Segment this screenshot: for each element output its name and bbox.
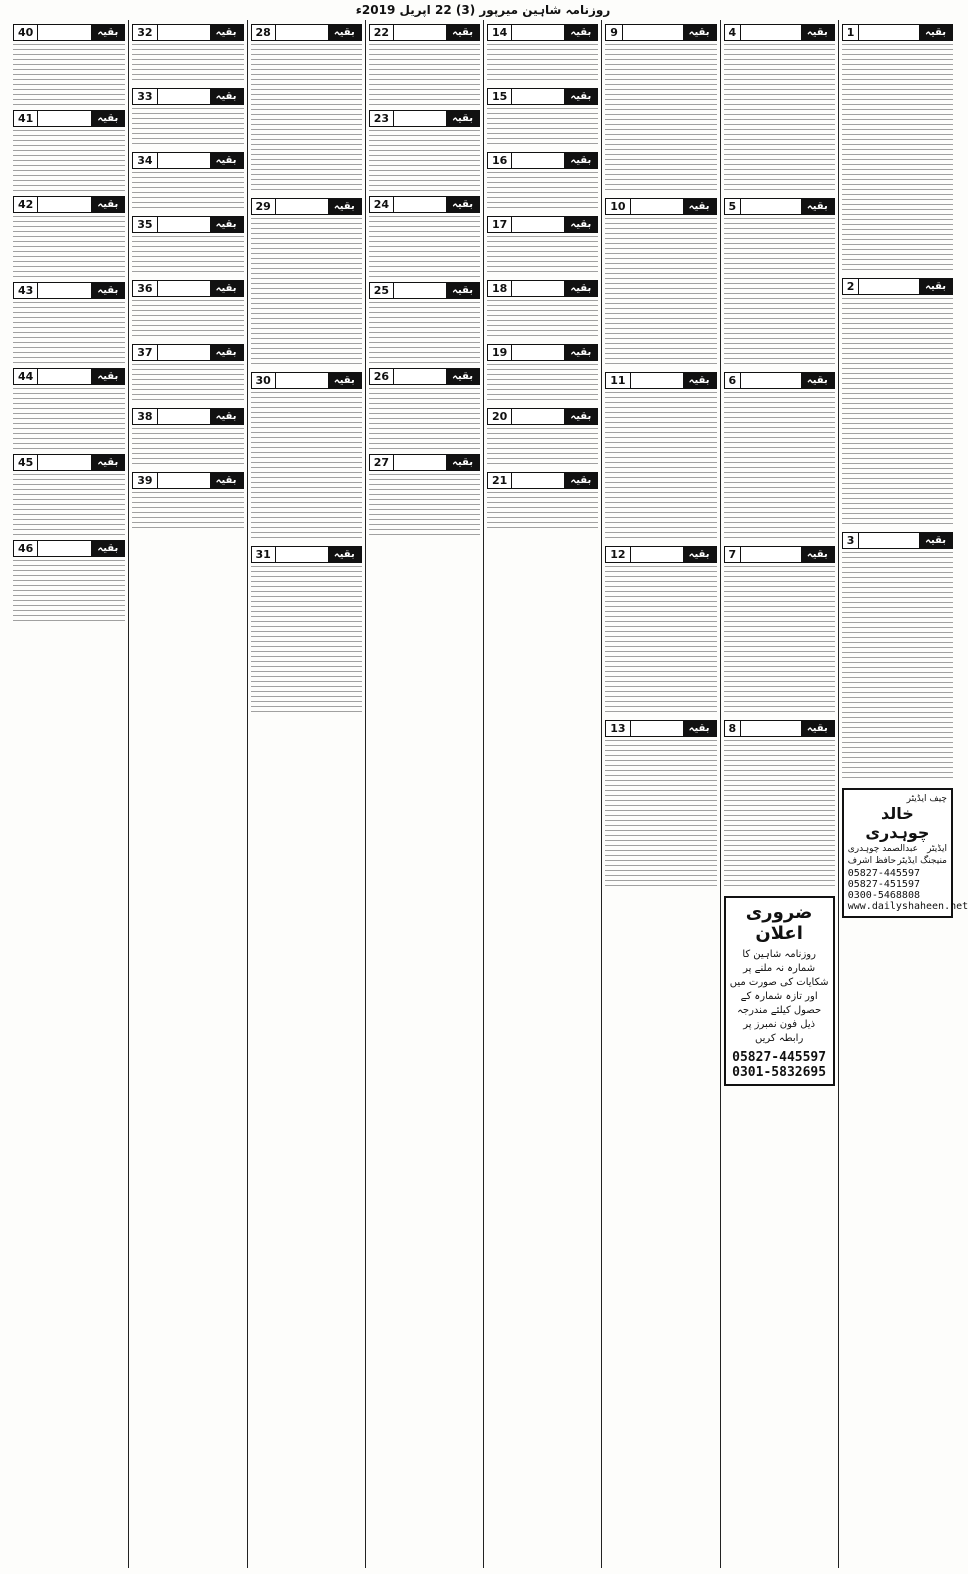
story-kicker [132, 216, 243, 233]
story [251, 372, 362, 542]
kicker-label: بقیہ [446, 455, 479, 470]
story [251, 546, 362, 716]
story [842, 532, 953, 782]
kicker-label: بقیہ [683, 373, 716, 388]
story [487, 280, 598, 340]
story-number: 27 [370, 455, 394, 470]
story-body-text [369, 474, 480, 536]
story-kicker [13, 540, 125, 557]
story-body-text [369, 130, 480, 192]
story-kicker [605, 372, 716, 389]
story-kicker [487, 344, 598, 361]
kicker-label: بقیہ [91, 455, 124, 470]
story-number: 43 [14, 283, 38, 298]
story-number: 29 [252, 199, 276, 214]
story-number: 36 [133, 281, 157, 296]
story-number: 17 [488, 217, 512, 232]
story-kicker [251, 372, 362, 389]
story-body-text [487, 300, 598, 340]
website-link[interactable]: www.dailyshaheen.net [847, 901, 968, 912]
story-number: 9 [606, 25, 623, 40]
story-kicker [487, 280, 598, 297]
story [13, 454, 125, 536]
story-number: 32 [133, 25, 157, 40]
story-kicker [369, 24, 480, 41]
story [487, 472, 598, 532]
story-number: 39 [133, 473, 157, 488]
story-kicker [487, 216, 598, 233]
story-number: 14 [488, 25, 512, 40]
story [132, 216, 243, 276]
story [605, 198, 716, 368]
kicker-label: بقیہ [564, 409, 597, 424]
story-number: 20 [488, 409, 512, 424]
managing-editor-name: حافظ اشرف [847, 856, 897, 866]
kicker-label: بقیہ [91, 25, 124, 40]
story-kicker [605, 720, 716, 737]
story-number: 42 [14, 197, 38, 212]
story-kicker [605, 546, 716, 563]
story-body-text [369, 44, 480, 106]
story [724, 24, 835, 194]
story [132, 472, 243, 532]
story-kicker [724, 546, 835, 563]
kicker-label: بقیہ [446, 369, 479, 384]
story-body-text [13, 560, 125, 622]
story-body-text [487, 108, 598, 148]
kicker-label: بقیہ [446, 197, 479, 212]
kicker-label: بقیہ [801, 25, 834, 40]
story-number: 2 [843, 279, 860, 294]
story-number: 21 [488, 473, 512, 488]
kicker-label: بقیہ [919, 25, 952, 40]
story-body-text [132, 172, 243, 212]
story-kicker [132, 24, 243, 41]
kicker-label: بقیہ [446, 283, 479, 298]
story-kicker [487, 152, 598, 169]
chief-editor-name: خالد چوہدری [865, 804, 930, 842]
story-kicker [605, 24, 716, 41]
kicker-label: بقیہ [564, 473, 597, 488]
story-number: 7 [725, 547, 742, 562]
column [483, 20, 601, 1568]
story-kicker [132, 344, 243, 361]
story-body-text [842, 44, 953, 274]
story-body-text [487, 44, 598, 84]
kicker-label: بقیہ [91, 111, 124, 126]
kicker-label: بقیہ [801, 199, 834, 214]
editor-name: عبدالصمد چوہدری [847, 844, 918, 854]
story [132, 24, 243, 84]
story [13, 110, 125, 192]
story [251, 198, 362, 368]
story-kicker [724, 24, 835, 41]
column [365, 20, 483, 1568]
story-kicker [724, 720, 835, 737]
story-body-text [132, 236, 243, 276]
notice-box [724, 896, 835, 1086]
story-kicker [487, 24, 598, 41]
story-kicker [842, 532, 953, 549]
column [247, 20, 365, 1568]
story-kicker [132, 408, 243, 425]
story-body-text [13, 216, 125, 278]
story-kicker [487, 88, 598, 105]
story-body-text [487, 428, 598, 468]
kicker-label: بقیہ [91, 197, 124, 212]
story-kicker [132, 280, 243, 297]
story-number: 38 [133, 409, 157, 424]
story-number: 44 [14, 369, 38, 384]
story [842, 24, 953, 274]
kicker-label: بقیہ [91, 283, 124, 298]
story-number: 10 [606, 199, 630, 214]
story-body-text [13, 474, 125, 536]
kicker-label: بقیہ [210, 89, 243, 104]
kicker-label: بقیہ [683, 547, 716, 562]
story-kicker [132, 472, 243, 489]
story [724, 198, 835, 368]
story-kicker [369, 282, 480, 299]
story-number: 18 [488, 281, 512, 296]
story-kicker [13, 110, 125, 127]
story-body-text [369, 302, 480, 364]
newspaper-page [10, 20, 968, 1568]
story [605, 372, 716, 542]
story-body-text [605, 566, 716, 716]
story [724, 546, 835, 716]
kicker-label: بقیہ [801, 721, 834, 736]
story-kicker [13, 368, 125, 385]
story-kicker [369, 368, 480, 385]
story-number: 6 [725, 373, 742, 388]
kicker-label: بقیہ [210, 409, 243, 424]
story-number: 34 [133, 153, 157, 168]
editor-label: ایڈیٹر [927, 844, 947, 854]
story-number: 22 [370, 25, 394, 40]
story-body-text [842, 298, 953, 528]
story-number: 40 [14, 25, 38, 40]
story-body-text [132, 300, 243, 340]
story-body-text [132, 492, 243, 532]
story-kicker [251, 546, 362, 563]
story-body-text [605, 44, 716, 194]
column [838, 20, 968, 1568]
kicker-label: بقیہ [564, 25, 597, 40]
story-number: 35 [133, 217, 157, 232]
story-body-text [251, 566, 362, 716]
story [369, 24, 480, 106]
kicker-label: بقیہ [683, 25, 716, 40]
kicker-label: بقیہ [328, 547, 361, 562]
kicker-label: بقیہ [683, 199, 716, 214]
story-kicker [132, 152, 243, 169]
story-number: 26 [370, 369, 394, 384]
story [487, 344, 598, 404]
story-body-text [605, 740, 716, 890]
story [13, 368, 125, 450]
story-body-text [724, 392, 835, 542]
story [842, 278, 953, 528]
story-body-text [487, 364, 598, 404]
story-number: 23 [370, 111, 394, 126]
story-body-text [724, 218, 835, 368]
story [13, 540, 125, 622]
story [132, 152, 243, 212]
story-kicker [13, 24, 125, 41]
story-kicker [13, 282, 125, 299]
notice-phone-numbers: 05827-445597 0301-5832695 [732, 1050, 827, 1080]
story [132, 408, 243, 468]
story-kicker [251, 24, 362, 41]
story-body-text [132, 44, 243, 84]
story-body-text [132, 364, 243, 404]
story-number: 24 [370, 197, 394, 212]
story [251, 24, 362, 194]
story-body-text [251, 218, 362, 368]
story-body-text [724, 44, 835, 194]
story [13, 24, 125, 106]
story [605, 24, 716, 194]
kicker-label: بقیہ [564, 281, 597, 296]
kicker-label: بقیہ [564, 345, 597, 360]
kicker-label: بقیہ [210, 25, 243, 40]
story [132, 88, 243, 148]
story-body-text [132, 428, 243, 468]
story-number: 33 [133, 89, 157, 104]
story [487, 408, 598, 468]
story [487, 216, 598, 276]
kicker-label: بقیہ [564, 217, 597, 232]
story-body-text [605, 392, 716, 542]
masthead-title: روزنامہ شاہین میرپور (3) 22 اپریل 2019ء [355, 3, 611, 17]
story-body-text [13, 388, 125, 450]
story-number: 28 [252, 25, 276, 40]
kicker-label: بقیہ [919, 279, 952, 294]
kicker-label: بقیہ [446, 111, 479, 126]
story-number: 19 [488, 345, 512, 360]
story-body-text [605, 218, 716, 368]
story-kicker [842, 24, 953, 41]
story [13, 196, 125, 278]
kicker-label: بقیہ [801, 547, 834, 562]
column [10, 20, 128, 1568]
story-number: 1 [843, 25, 860, 40]
story-body-text [842, 552, 953, 782]
story [13, 282, 125, 364]
story [132, 344, 243, 404]
kicker-label: بقیہ [91, 369, 124, 384]
story-kicker [487, 472, 598, 489]
phone-numbers: 05827-445597 05827-451597 0300-5468808 [847, 868, 920, 901]
column [601, 20, 719, 1568]
story-kicker [605, 198, 716, 215]
story-body-text [487, 492, 598, 532]
story-kicker [724, 198, 835, 215]
story [487, 152, 598, 212]
story-kicker [487, 408, 598, 425]
story [487, 24, 598, 84]
chief-editor-label: چیف ایڈیٹر [906, 794, 947, 804]
story [369, 368, 480, 450]
story-number: 25 [370, 283, 394, 298]
kicker-label: بقیہ [564, 89, 597, 104]
story [369, 196, 480, 278]
kicker-label: بقیہ [210, 281, 243, 296]
story-number: 46 [14, 541, 38, 556]
story-number: 41 [14, 111, 38, 126]
kicker-label: بقیہ [328, 199, 361, 214]
story-kicker [842, 278, 953, 295]
story-body-text [13, 130, 125, 192]
story-body-text [487, 172, 598, 212]
story [605, 546, 716, 716]
column [720, 20, 838, 1568]
notice-title: ضروری اعلان [745, 902, 813, 944]
story [724, 720, 835, 890]
story [369, 454, 480, 536]
notice-text: روزنامہ شاہین کا شمارہ نہ ملنے پر شکایات کی صورت میں اور تازہ شمارہ کے حصول کیلئے مندرجہ ذیل فون نمبرز پر رابطہ کریں [729, 949, 829, 1044]
story-number: 5 [725, 199, 742, 214]
story [369, 282, 480, 364]
story-body-text [251, 392, 362, 542]
story-kicker [369, 454, 480, 471]
kicker-label: بقیہ [210, 153, 243, 168]
kicker-label: بقیہ [801, 373, 834, 388]
story-kicker [369, 196, 480, 213]
story-kicker [13, 454, 125, 471]
story-number: 16 [488, 153, 512, 168]
story-body-text [132, 108, 243, 148]
story-body-text [724, 566, 835, 716]
story-kicker [13, 196, 125, 213]
kicker-label: بقیہ [683, 721, 716, 736]
story [724, 372, 835, 542]
story-body-text [251, 44, 362, 194]
story-number: 31 [252, 547, 276, 562]
story-body-text [13, 302, 125, 364]
kicker-label: بقیہ [564, 153, 597, 168]
story-number: 37 [133, 345, 157, 360]
column [128, 20, 246, 1568]
story-number: 11 [606, 373, 630, 388]
story-number: 12 [606, 547, 630, 562]
story-number: 15 [488, 89, 512, 104]
story [487, 88, 598, 148]
story-kicker [251, 198, 362, 215]
story-number: 45 [14, 455, 38, 470]
managing-editor-label: منیجنگ ایڈیٹر [897, 856, 947, 866]
story-number: 4 [725, 25, 742, 40]
story-number: 30 [252, 373, 276, 388]
kicker-label: بقیہ [328, 373, 361, 388]
story-kicker [369, 110, 480, 127]
story-body-text [487, 236, 598, 276]
story [605, 720, 716, 890]
kicker-label: بقیہ [91, 541, 124, 556]
story-body-text [369, 388, 480, 450]
kicker-label: بقیہ [210, 345, 243, 360]
kicker-label: بقیہ [328, 25, 361, 40]
story [369, 110, 480, 192]
kicker-label: بقیہ [919, 533, 952, 548]
story-number: 8 [725, 721, 742, 736]
story-body-text [724, 740, 835, 890]
story-number: 13 [606, 721, 630, 736]
staff-info-box [842, 788, 968, 918]
story-kicker [724, 372, 835, 389]
kicker-label: بقیہ [210, 217, 243, 232]
story-number: 3 [843, 533, 860, 548]
story [132, 280, 243, 340]
story-body-text [13, 44, 125, 106]
story-kicker [132, 88, 243, 105]
kicker-label: بقیہ [210, 473, 243, 488]
kicker-label: بقیہ [446, 25, 479, 40]
story-body-text [369, 216, 480, 278]
